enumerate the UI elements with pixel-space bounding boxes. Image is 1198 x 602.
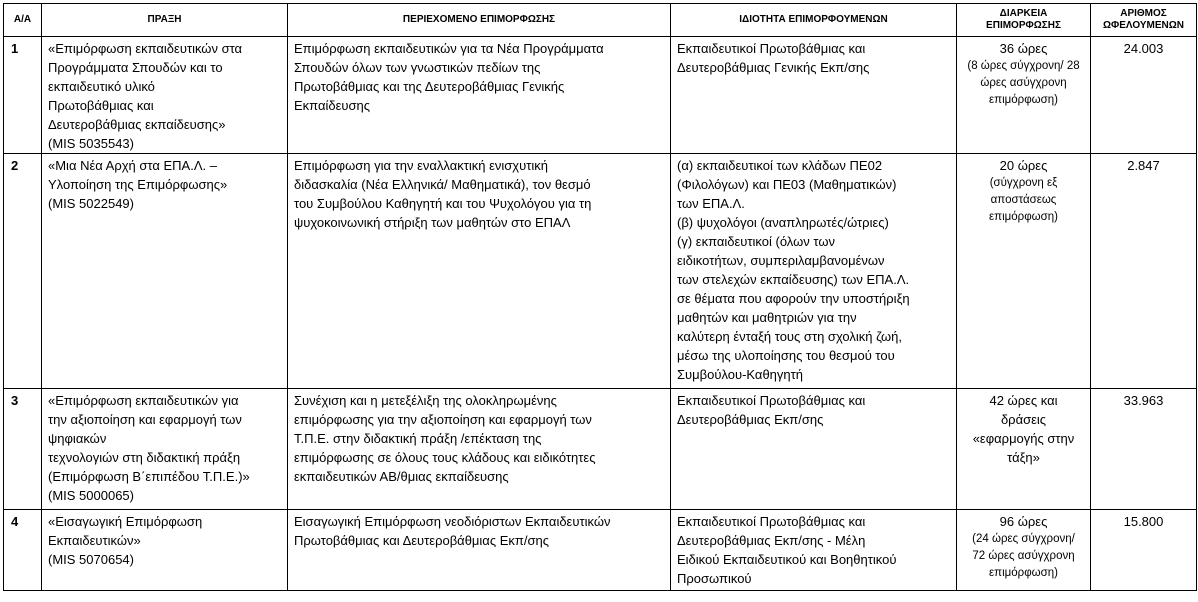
beneficiaries-cell: 15.800 <box>1091 510 1197 591</box>
beneficiaries-cell: 24.003 <box>1091 37 1197 154</box>
row-index: 3 <box>4 389 42 510</box>
content-cell: Επιμόρφωση για την εναλλακτική ενισχυτική διδασκαλία (Νέα Ελληνικά/ Μαθηματικά), τον θεσμό του Συμβούλου Καθηγητή και του Ψυχολόγου για τη ψυχοκοινωνική στήριξη των μαθητών στο ΕΠΑΛ <box>288 154 671 389</box>
action-cell: «Επιμόρφωση εκπαιδευτικών για την αξιοποίηση και εφαρμογή των ψηφιακών τεχνολογιών στη διδακτική πράξη (Επιμόρφωση Β΄επιπέδου Τ.Π.Ε.)» (MIS 5000065) <box>42 389 288 510</box>
header-action: ΠΡΑΞΗ <box>42 4 288 37</box>
duration-cell: 36 ώρες (8 ώρες σύγχρονη/ 28 ώρες ασύγχρονη επιμόρφωση) <box>957 37 1091 154</box>
row-index: 1 <box>4 37 42 154</box>
table-row <box>4 389 1197 510</box>
header-row <box>4 4 1197 37</box>
row-index: 4 <box>4 510 42 591</box>
trainees-cell: Εκπαιδευτικοί Πρωτοβάθμιας και Δευτεροβάθμιας Γενικής Εκπ/σης <box>671 37 957 154</box>
duration-cell: 96 ώρες (24 ώρες σύγχρονη/ 72 ώρες ασύγχρονη επιμόρφωση) <box>957 510 1091 591</box>
content-cell: Επιμόρφωση εκπαιδευτικών για τα Νέα Προγράμματα Σπουδών όλων των γνωστικών πεδίων της Πρωτοβάθμιας και της Δευτεροβάθμιας Γενικής Εκπαίδευσης <box>288 37 671 154</box>
duration-cell: 42 ώρες και δράσεις «εφαρμογής στην τάξη» <box>957 389 1091 510</box>
table-row <box>4 37 1197 154</box>
table-row <box>4 154 1197 389</box>
beneficiaries-cell: 33.963 <box>1091 389 1197 510</box>
trainees-cell: (α) εκπαιδευτικοί των κλάδων ΠΕ02 (Φιλολόγων) και ΠΕ03 (Μαθηματικών) των ΕΠΑ.Λ. (β) ψυχολόγοι (αναπληρωτές/ώτριες) (γ) εκπαιδευτικοί (όλων των ειδικοτήτων, συμπεριλαμβανομένων των στελεχών εκπαίδευσης) των ΕΠΑ.Λ. σε θέματα που αφορούν την υποστήριξη μαθητών και μαθητριών για την καλύτερη ένταξή τους στη σχολική ζωή, μέσω της υλοποίησης του θεσμού του Συμβούλου-Καθηγητή <box>671 154 957 389</box>
header-beneficiaries: ΑΡΙΘΜΟΣ ΩΦΕΛΟΥΜΕΝΩΝ <box>1091 4 1197 37</box>
header-duration: ΔΙΑΡΚΕΙΑ ΕΠΙΜΟΡΦΩΣΗΣ <box>957 4 1091 37</box>
table-row <box>4 510 1197 591</box>
duration-cell: 20 ώρες (σύγχρονη εξ αποστάσεως επιμόρφωση) <box>957 154 1091 389</box>
action-cell: «Εισαγωγική Επιμόρφωση Εκπαιδευτικών» (MIS 5070654) <box>42 510 288 591</box>
row-index: 2 <box>4 154 42 389</box>
beneficiaries-cell: 2.847 <box>1091 154 1197 389</box>
action-cell: «Επιμόρφωση εκπαιδευτικών στα Προγράμματα Σπουδών και το εκπαιδευτικό υλικό Πρωτοβάθμιας και Δευτεροβάθμιας εκπαίδευσης» (MIS 5035543) <box>42 37 288 154</box>
content-cell: Συνέχιση και η μετεξέλιξη της ολοκληρωμένης επιμόρφωσης για την αξιοποίηση και εφαρμογή των Τ.Π.Ε. στην διδακτική πράξη /επέκταση της επιμόρφωσης σε όλους τους κλάδους και ειδικότητες εκπαιδευτικών ΑΒ/θμιας εκπαίδευσης <box>288 389 671 510</box>
header-index: Α/Α <box>4 4 42 37</box>
action-cell: «Μια Νέα Αρχή στα ΕΠΑ.Λ. – Υλοποίηση της Επιμόρφωσης» (MIS 5022549) <box>42 154 288 389</box>
header-trainees: ΙΔΙΟΤΗΤΑ ΕΠΙΜΟΡΦΟΥΜΕΝΩΝ <box>671 4 957 37</box>
content-cell: Εισαγωγική Επιμόρφωση νεοδιόριστων Εκπαιδευτικών Πρωτοβάθμιας και Δευτεροβάθμιας Εκπ/σης <box>288 510 671 591</box>
trainees-cell: Εκπαιδευτικοί Πρωτοβάθμιας και Δευτεροβάθμιας Εκπ/σης - Μέλη Ειδικού Εκπαιδευτικού και Βοηθητικού Προσωπικού <box>671 510 957 591</box>
header-content: ΠΕΡΙΕΧΟΜΕΝΟ ΕΠΙΜΟΡΦΩΣΗΣ <box>288 4 671 37</box>
training-programs-table <box>3 3 1197 591</box>
trainees-cell: Εκπαιδευτικοί Πρωτοβάθμιας και Δευτεροβάθμιας Εκπ/σης <box>671 389 957 510</box>
